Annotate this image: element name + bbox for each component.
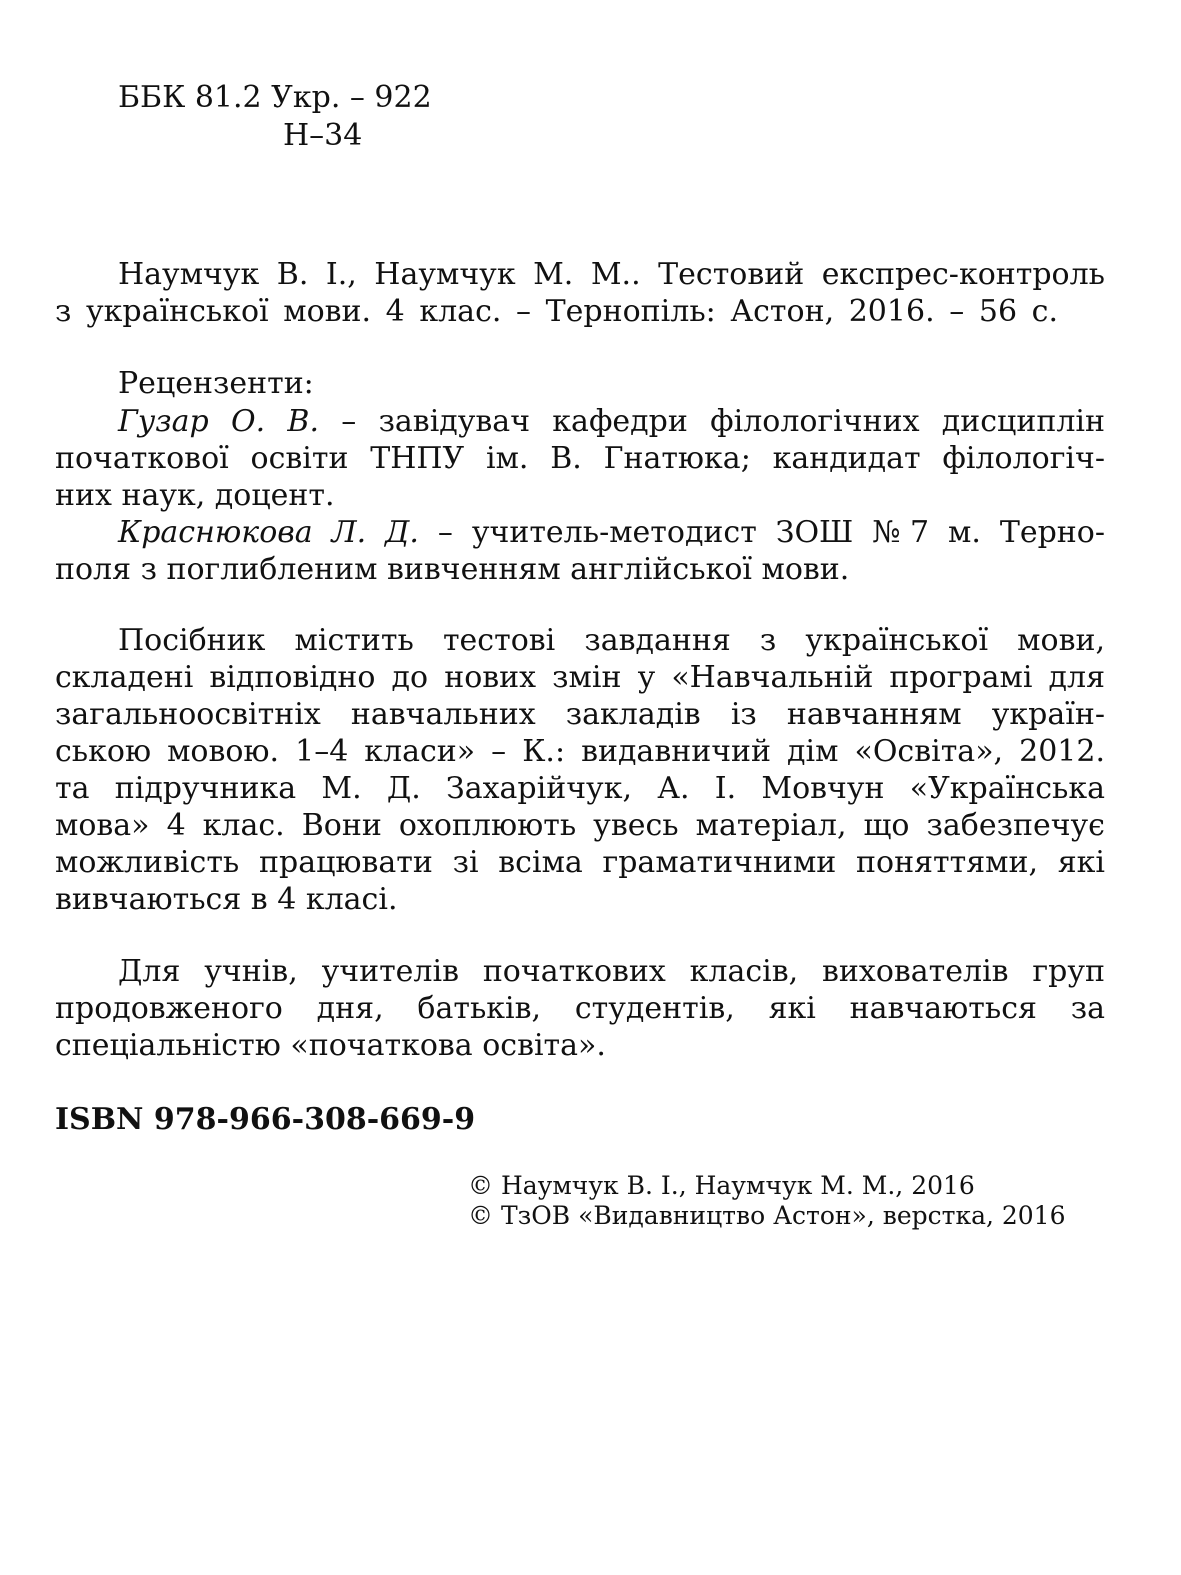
annotation-line: Посібник містить тестові завдання з української мови, — [118, 623, 1105, 658]
annotation-line: складені відповідно до нових змін у «Навчальній програмі для — [55, 660, 1105, 695]
audience-line: спеціальністю «початкова освіта». — [55, 1028, 606, 1063]
annotation-line: та підручника М. Д. Захарійчук, А. І. Мовчун «Українська — [55, 771, 1105, 806]
reviewer-2-line-2: поля з поглибленим вивченням англійської мови. — [55, 552, 850, 587]
author-mark: Н–34 — [283, 118, 363, 153]
reviewer-2-name: Краснюкова Л. Д. — [118, 515, 419, 550]
annotation-line: можливість працювати зі всіма граматичними поняттями, які — [55, 845, 1105, 880]
reviewer-1-name: Гузар О. В. — [118, 404, 319, 439]
copyright-publisher: © ТзОВ «Видавництво Астон», верстка, 2016 — [468, 1201, 1066, 1230]
citation-line-1: Наумчук В. І., Наумчук М. М.. Тестовий експрес-контроль — [118, 257, 1105, 292]
reviewers-heading: Рецензенти: — [118, 366, 314, 401]
annotation-line: загальноосвітніх навчальних закладів із навчанням україн- — [55, 697, 1105, 732]
annotation-line: вивчаються в 4 класі. — [55, 882, 398, 917]
reviewer-1-title: – завідувач кафедри філологічних дисциплін — [319, 404, 1105, 439]
citation-line-2: з української мови. 4 клас. – Тернопіль: Астон, 2016. – 56 с. — [55, 294, 1058, 329]
reviewer-1-line-1 — [118, 404, 1105, 440]
isbn: ISBN 978-966-308-669-9 — [55, 1102, 476, 1137]
bbk-code: ББК 81.2 Укр. – 922 — [118, 80, 432, 115]
annotation-line: ською мовою. 1–4 класи» – К.: видавничий дім «Освіта», 2012. — [55, 734, 1105, 769]
reviewer-1-line-3: них наук, доцент. — [55, 478, 335, 513]
copyright-authors: © Наумчук В. І., Наумчук М. М., 2016 — [468, 1171, 975, 1200]
reviewer-1-line-2: початкової освіти ТНПУ ім. В. Гнатюка; кандидат філологіч- — [55, 441, 1105, 476]
reviewer-2-line-1 — [118, 515, 1105, 551]
reviewer-2-title: – учитель-методист ЗОШ №7 м. Терно- — [418, 515, 1105, 550]
audience-line: Для учнів, учителів початкових класів, вихователів груп — [118, 954, 1105, 989]
audience-line: продовженого дня, батьків, студентів, які навчаються за — [55, 991, 1105, 1026]
annotation-line: мова» 4 клас. Вони охоплюють увесь матеріал, що забезпечує — [55, 808, 1105, 843]
